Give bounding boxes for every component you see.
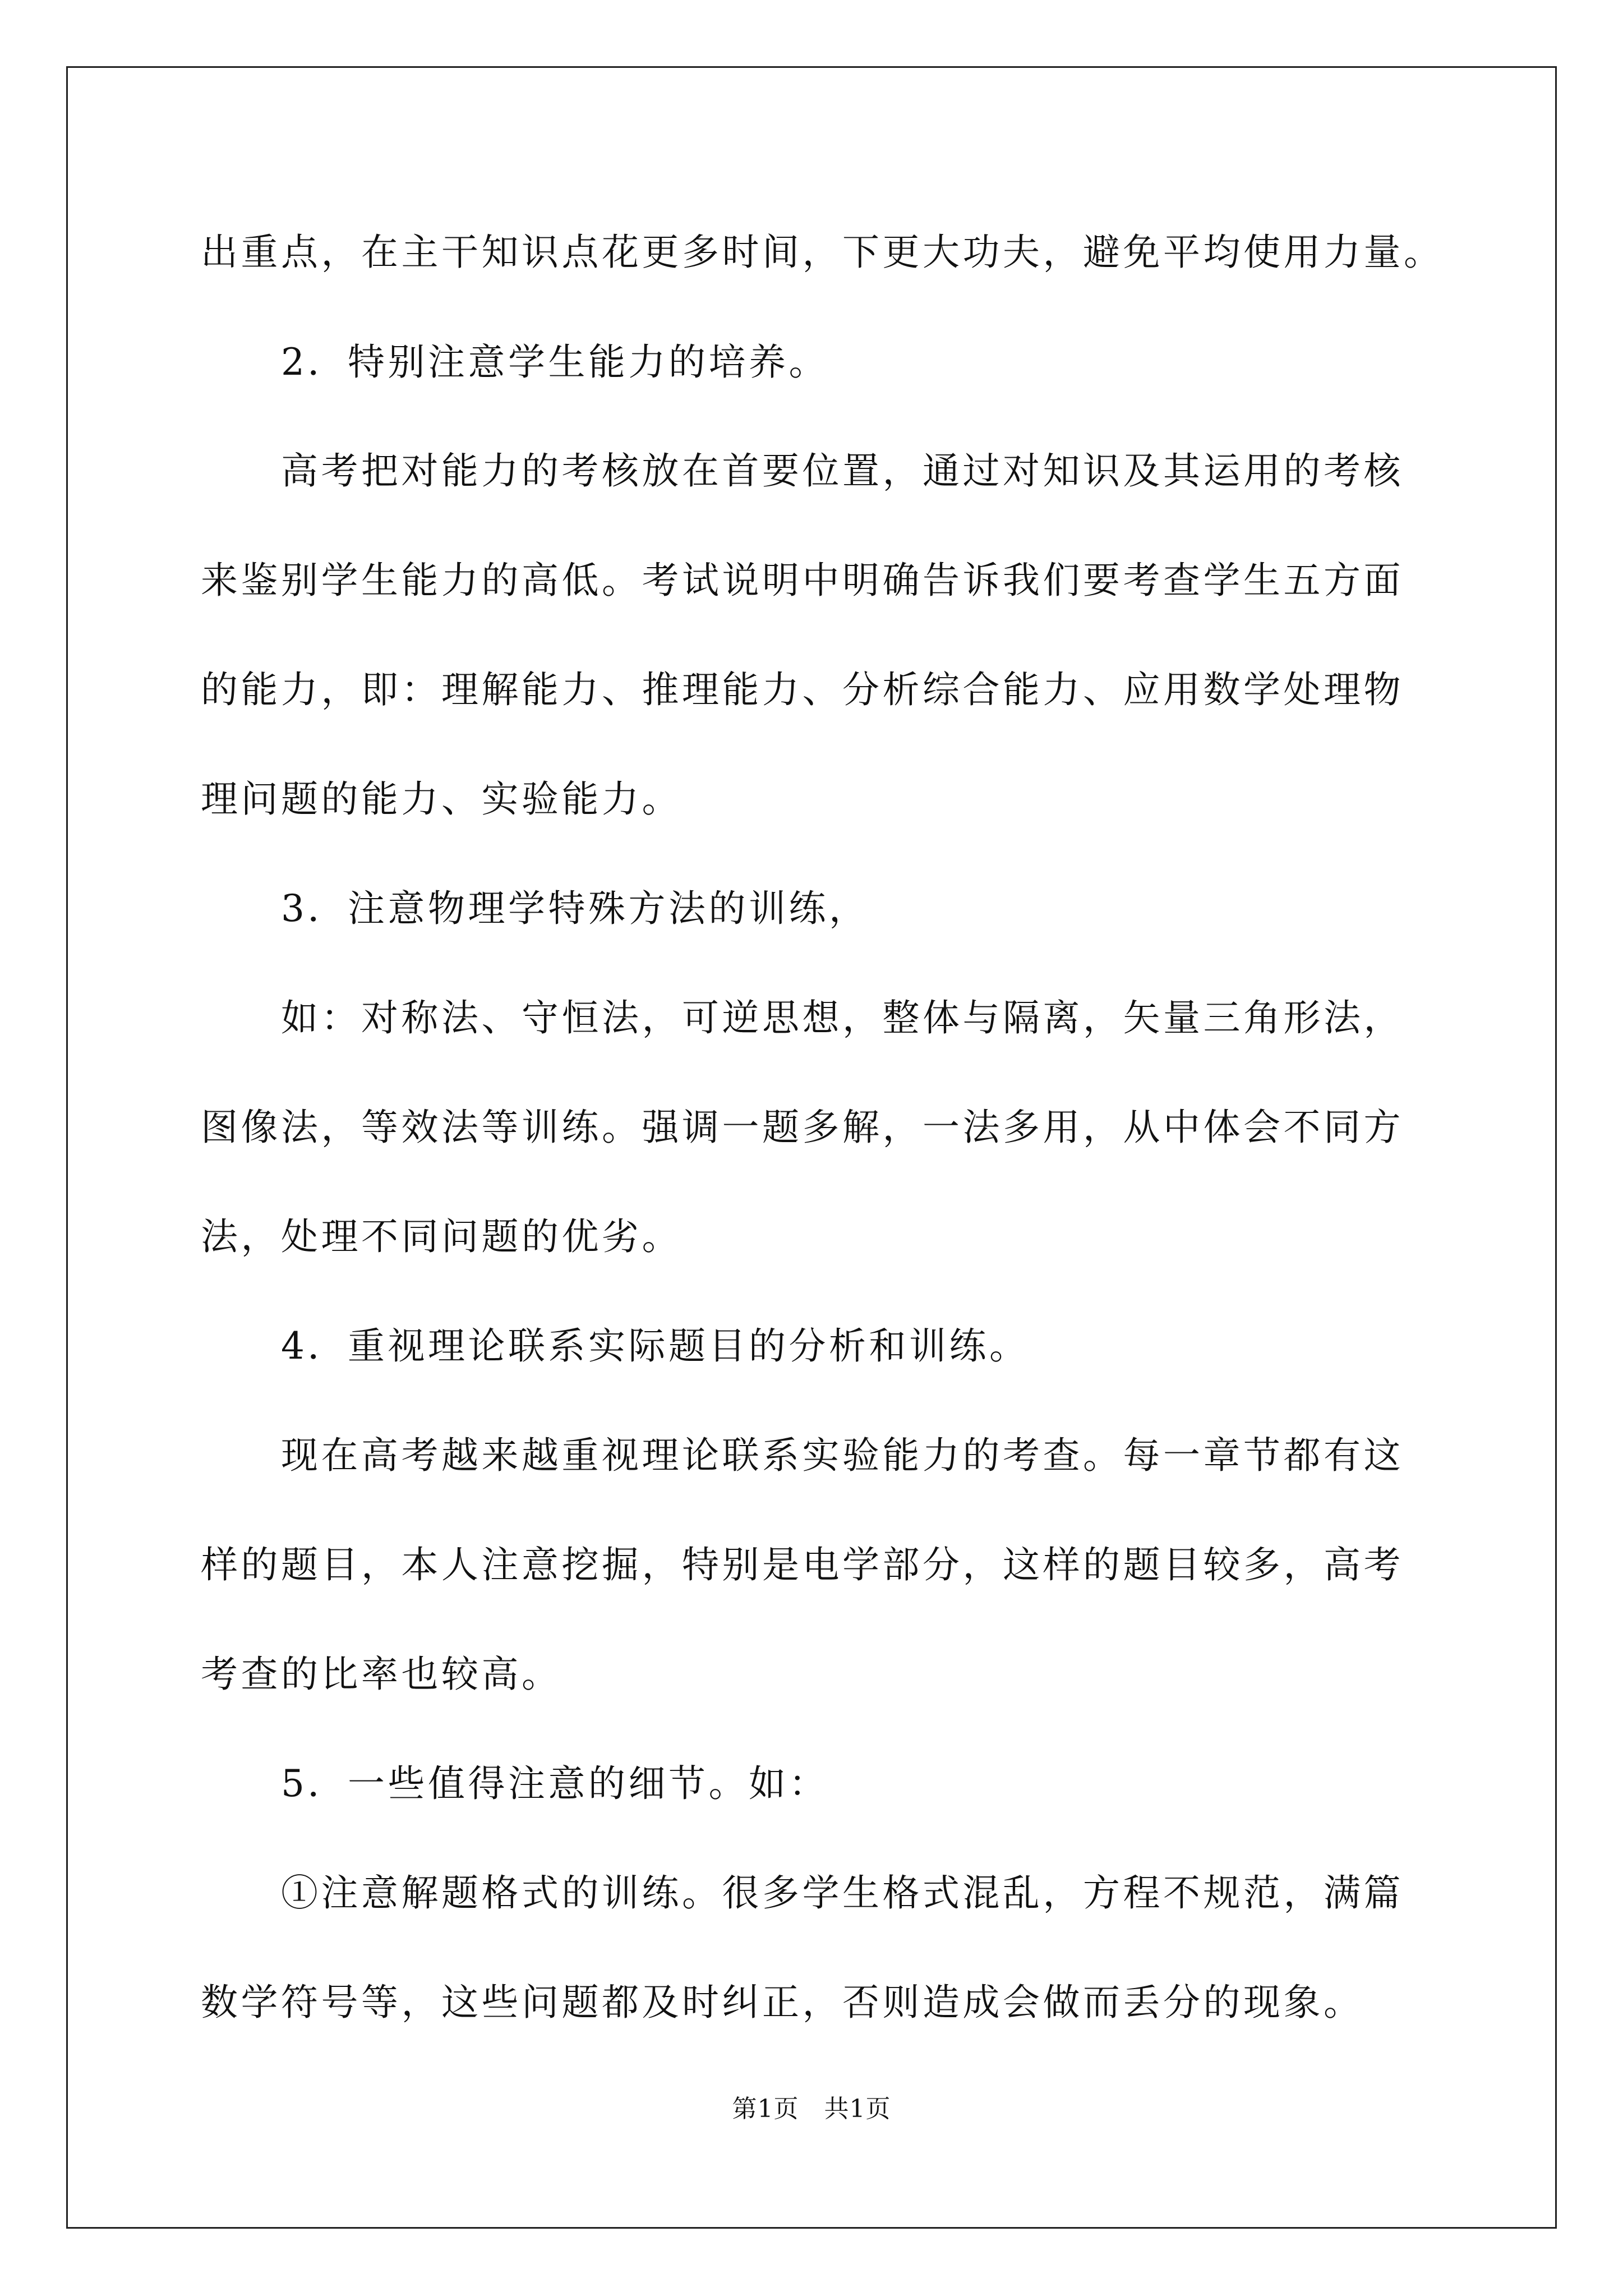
text-line: 3．注意物理学特殊方法的训练，	[201, 887, 869, 930]
text-line: 5．一些值得注意的细节。如：	[201, 1762, 829, 1805]
text-line: 图像法，等效法等训练。强调一题多解，一法多用，从中体会不同方	[201, 1106, 1404, 1149]
text-line: 数学符号等，这些问题都及时纠正，否则造成会做而丢分的现象。	[201, 1981, 1364, 2024]
text-line: 出重点，在主干知识点花更多时间，下更大功夫，避免平均使用力量。	[201, 231, 1444, 274]
text-line: 的能力，即：理解能力、推理能力、分析综合能力、应用数学处理物	[201, 668, 1404, 711]
text-line: 现在高考越来越重视理论联系实验能力的考查。每一章节都有这	[201, 1434, 1404, 1477]
text-line: 4．重视理论联系实际题目的分析和训练。	[201, 1324, 1030, 1368]
text-line: 如：对称法、守恒法，可逆思想，整体与隔离，矢量三角形法，	[201, 996, 1404, 1039]
page-number-footer: 第1页 共1页	[732, 2095, 891, 2123]
text-line: 高考把对能力的考核放在首要位置，通过对知识及其运用的考核	[201, 449, 1404, 493]
text-line: 来鉴别学生能力的高低。考试说明中明确告诉我们要考查学生五方面	[201, 559, 1404, 602]
text-line: 2．特别注意学生能力的培养。	[201, 341, 829, 384]
text-line: ①注意解题格式的训练。很多学生格式混乱，方程不规范，满篇	[201, 1871, 1404, 1915]
text-line: 理问题的能力、实验能力。	[201, 777, 682, 821]
text-line: 法，处理不同问题的优劣。	[201, 1215, 682, 1258]
text-line: 考查的比率也较高。	[201, 1653, 562, 1696]
text-line: 样的题目，本人注意挖掘，特别是电学部分，这样的题目较多，高考	[201, 1543, 1404, 1586]
